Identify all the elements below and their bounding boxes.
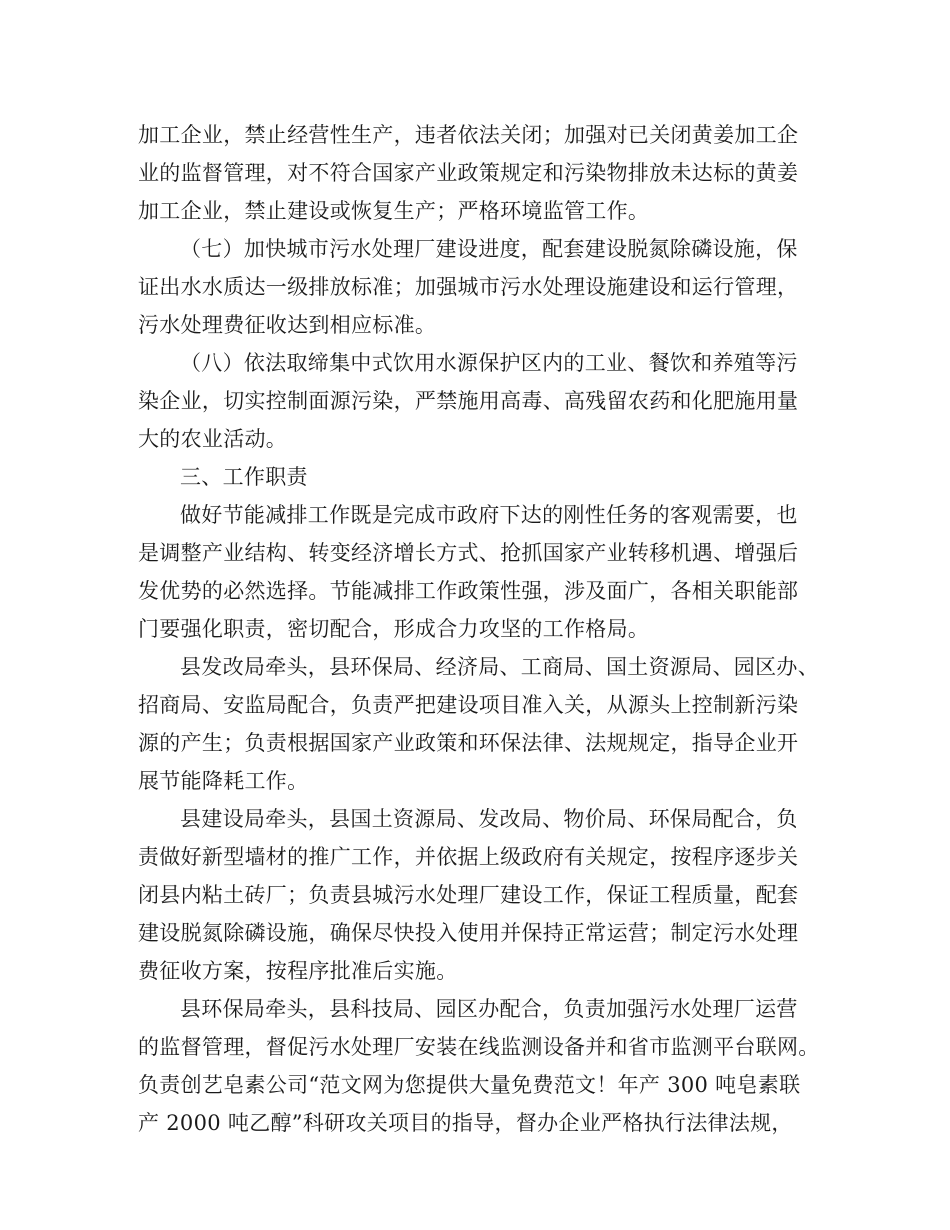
text-line: 大的农业活动。 (138, 427, 288, 451)
text-line: 三、工作职责 (180, 465, 308, 489)
document-body (138, 116, 838, 1142)
text-line: 产 2000 吨乙醇”科研攻关项目的指导，督办企业严格执行法律法规， (138, 1111, 793, 1135)
text-line: 加工企业，禁止建设或恢复生产；严格环境监管工作。 (138, 199, 650, 223)
text-line: 门要强化职责，密切配合，形成合力攻坚的工作格局。 (138, 617, 650, 641)
text-line: 做好节能减排工作既是完成市政府下达的刚性任务的客观需要，也 (180, 503, 798, 527)
text-line: 证出水水质达一级排放标准；加强城市污水处理设施建设和运行管理， (138, 275, 799, 299)
text-line: 县环保局牵头，县科技局、园区办配合，负责加强污水处理厂运营 (180, 997, 798, 1021)
text-line: 染企业，切实控制面源污染，严禁施用高毒、高残留农药和化肥施用量 (138, 389, 799, 413)
text-line: 招商局、安监局配合，负责严把建设项目准入关，从源头上控制新污染 (138, 693, 799, 717)
text-line: （八）依法取缔集中式饮用水源保护区内的工业、餐饮和养殖等污 (180, 351, 798, 375)
text-line: 闭县内粘土砖厂；负责县城污水处理厂建设工作，保证工程质量，配套 (138, 883, 799, 907)
text-line: 加工企业，禁止经营性生产，违者依法关闭；加强对已关闭黄姜加工企 (138, 123, 799, 147)
text-line: 业的监督管理，对不符合国家产业政策规定和污染物排放未达标的黄姜 (138, 161, 799, 185)
text-line: 建设脱氮除磷设施，确保尽快投入使用并保持正常运营；制定污水处理 (138, 921, 799, 945)
text-line: 展节能降耗工作。 (138, 769, 309, 793)
text-line: 费征收方案，按程序批准后实施。 (138, 959, 458, 983)
text-line: 是调整产业结构、转变经济增长方式、抢抓国家产业转移机遇、增强后 (138, 541, 799, 565)
text-line: 县建设局牵头，县国土资源局、发改局、物价局、环保局配合，负 (180, 807, 798, 831)
text-line: 县发改局牵头，县环保局、经济局、工商局、国土资源局、园区办、 (180, 655, 819, 679)
text-line: 责做好新型墙材的推广工作，并依据上级政府有关规定，按程序逐步关 (138, 845, 799, 869)
text-line: 源的产生；负责根据国家产业政策和环保法律、法规规定，指导企业开 (138, 731, 799, 755)
text-line: 负责创艺皂素公司“范文网为您提供大量免费范文！年产 300 吨皂素联 (138, 1073, 801, 1097)
text-line: 污水处理费征收达到相应标准。 (138, 313, 437, 337)
text-line: 的监督管理，督促污水处理厂安装在线监测设备并和省市监测平台联网。 (138, 1035, 820, 1059)
text-line: （七）加快城市污水处理厂建设进度，配套建设脱氮除磷设施，保 (180, 237, 798, 261)
text-line: 发优势的必然选择。节能减排工作政策性强，涉及面广，各相关职能部 (138, 579, 799, 603)
